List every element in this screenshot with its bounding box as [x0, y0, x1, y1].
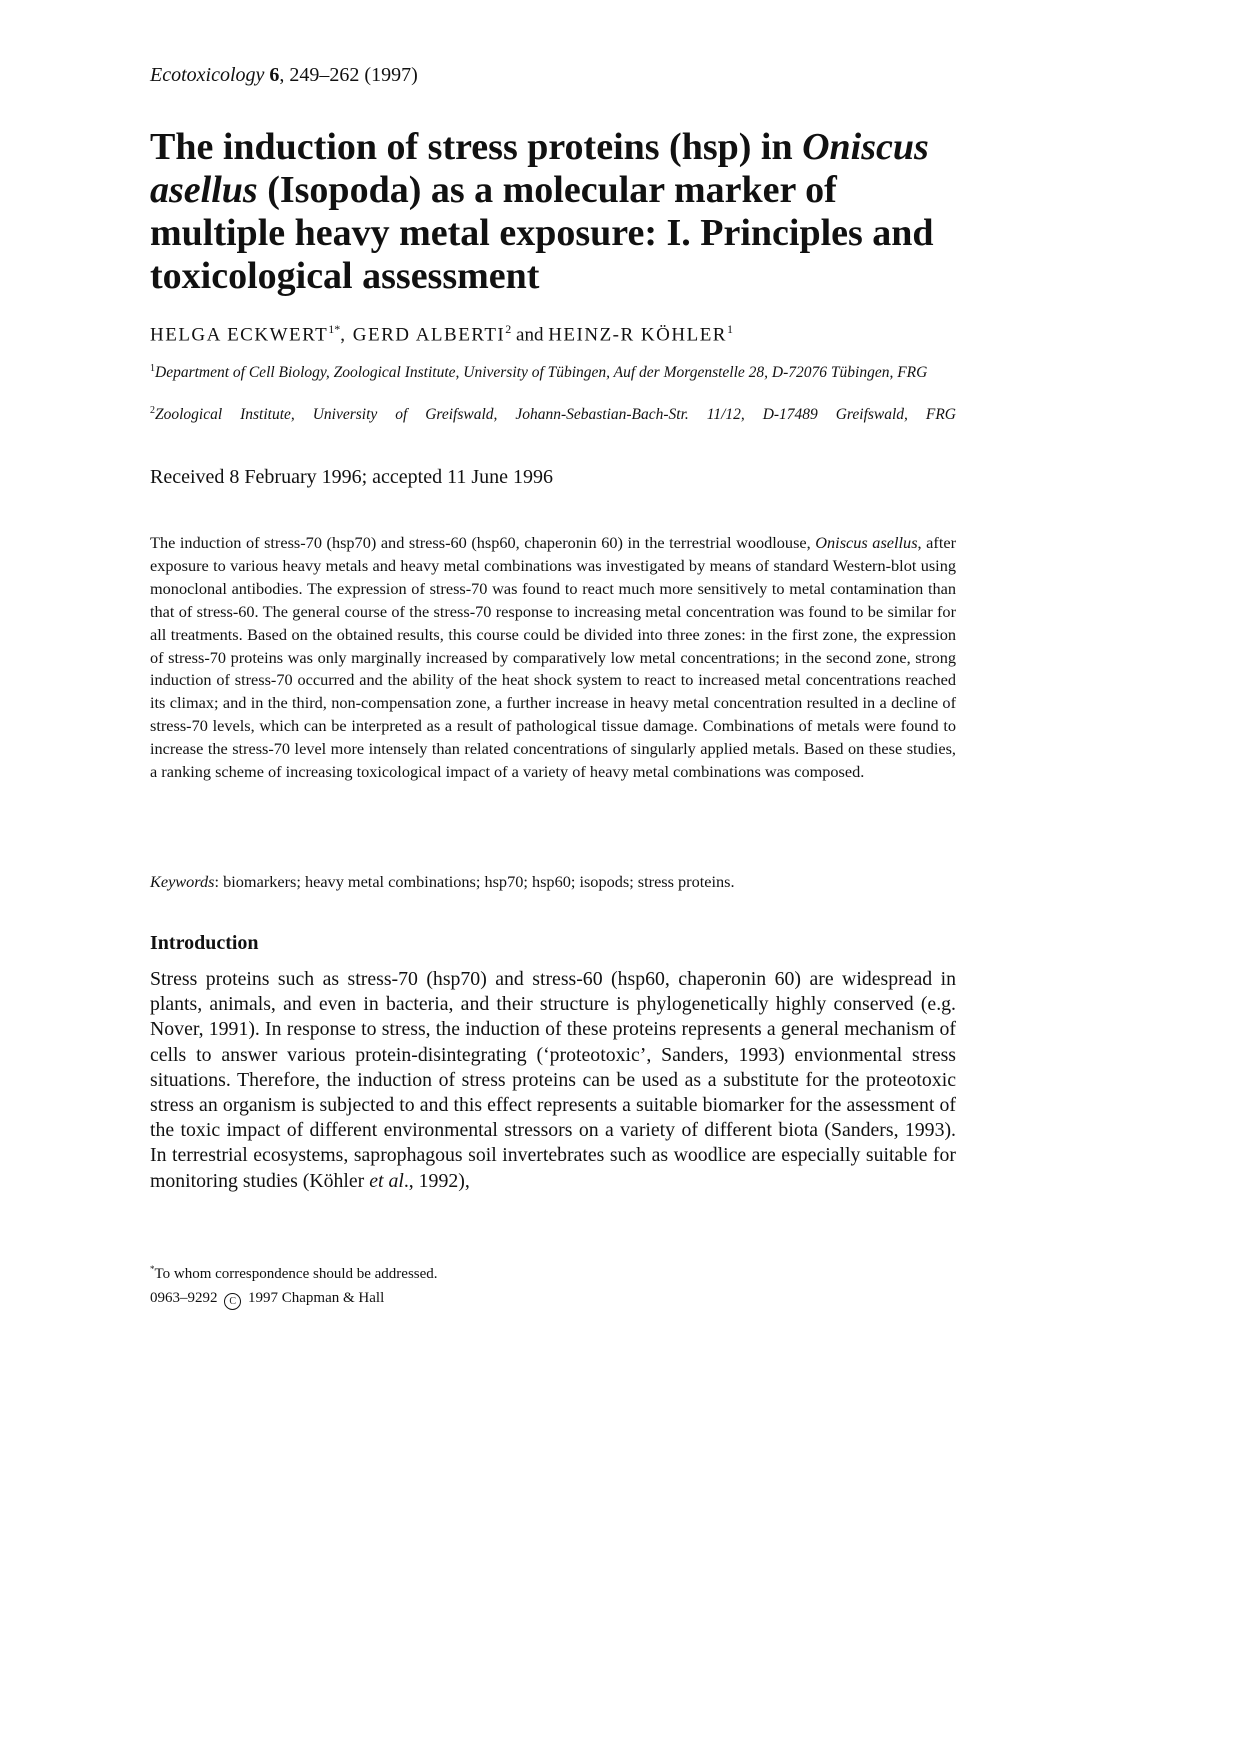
correspondence-footnote: [150, 1264, 438, 1283]
issn: 0963–9292: [150, 1290, 218, 1306]
author-list: [150, 322, 956, 346]
author-name: GERD ALBERTI: [352, 324, 506, 346]
intro-etal: et al: [369, 1169, 404, 1192]
affiliation-1: [150, 358, 956, 383]
introduction-paragraph: [150, 967, 956, 1194]
title-part-1: The induction of stress proteins (hsp) in: [150, 126, 803, 168]
journal-citation: [150, 64, 418, 87]
received-dates: Received 8 February 1996; accepted 11 June 1996: [150, 466, 554, 488]
affiliation-text: Department of Cell Biology, Zoological Institute, University of Tübingen, Auf der Morgenstelle 28, D-72076 Tübingen, FRG: [155, 364, 928, 382]
affiliation-number: 2: [150, 405, 155, 416]
journal-volume: 6: [269, 64, 280, 86]
author-name: HELGA ECKWERT: [150, 324, 329, 346]
copyright-icon: C: [224, 1293, 241, 1310]
author-separator: and: [511, 324, 549, 346]
author-separator: ,: [340, 324, 353, 346]
footnote-mark: *: [150, 1264, 155, 1274]
journal-name: Ecotoxicology: [150, 64, 265, 86]
author-affiliation-mark: 2: [505, 322, 512, 336]
journal-pages-year: , 249–262 (1997): [279, 64, 418, 86]
keywords-label: Keywords: [150, 872, 215, 891]
title-species: Oniscus asellus: [150, 126, 929, 211]
author-affiliation-mark: 1*: [328, 322, 341, 336]
footnote-text: To whom correspondence should be addressed.: [154, 1266, 438, 1282]
intro-text-2: ., 1992),: [403, 1169, 470, 1192]
abstract-text-1: The induction of stress-70 (hsp70) and stress-60 (hsp60, chaperonin 60) in the terrestrial woodlouse,: [150, 533, 816, 552]
keywords: [150, 872, 735, 892]
intro-text-1: Stress proteins such as stress-70 (hsp70) and stress-60 (hsp60, chaperonin 60) are widespread in plants, animals, and even in bacteria, and their structure is phylogenetically highly conserved (e.g. Nover, 1991). In response to stress, the induction of these proteins represents a general mechanism of cells to answer various protein-disintegrating (‘proteotoxic’, Sanders, 1993) envionmental stress situations. Therefore, the induction of stress proteins can be used as a substitute for the proteotoxic stress an organism is subjected to and this effect represents a suitable biomarker for the assessment of the toxic impact of different environmental stressors on a variety of different biota (Sanders, 1993). In terrestrial ecosystems, saprophagous soil invertebrates such as woodlice are especially suitable for monitoring studies (Köhler: [150, 968, 956, 1192]
keywords-text: : biomarkers; heavy metal combinations; hsp70; hsp60; isopods; stress proteins.: [214, 872, 735, 891]
abstract-species: Oniscus asellus: [815, 533, 918, 552]
author-affiliation-mark: 1: [726, 322, 733, 336]
affiliation-number: 1: [150, 363, 155, 374]
affiliation-2: [150, 400, 956, 425]
abstract-text-2: , after exposure to various heavy metals and heavy metal combinations was investigated by means of standard Western-blot using monoclonal antibodies. The expression of stress-70 was found to react much more sensitively to metal contamination than that of stress-60. The general course of the stress-70 response to increasing metal concentration was found to be similar for all treatments. Based on the obtained results, this course could be divided into three zones: in the first zone, the expression of stress-70 proteins was only marginally increased by comparatively low metal concentrations; in the second zone, strong induction of stress-70 occurred and the ability of the heat shock system to react to increased metal concentrations reached its climax; and in the third, non-compensation zone, a further increase in heavy metal concentration resulted in a decline of stress-70 levels, which can be interpreted as a result of pathological tissue damage. Combinations of metals were found to increase the stress-70 level more intensely than related concentrations of singularly applied metals. Based on these studies, a ranking scheme of increasing toxicological impact of a variety of heavy metal combinations was composed.: [150, 533, 957, 782]
affiliation-text: Zoological Institute, University of Greifswald, Johann-Sebastian-Bach-Str. 11/12, D-17489 Greifswald, FRG: [155, 406, 956, 424]
author-name: HEINZ-R KÖHLER: [548, 324, 727, 346]
title-part-2: (Isopoda) as a molecular marker of multiple heavy metal exposure: I. Principles and toxicological assessment: [150, 169, 934, 297]
section-heading-introduction: Introduction: [150, 932, 259, 954]
abstract: [150, 532, 956, 784]
article-title: [150, 126, 956, 298]
copyright-line: [150, 1290, 384, 1310]
copyright-text: 1997 Chapman & Hall: [248, 1290, 385, 1306]
